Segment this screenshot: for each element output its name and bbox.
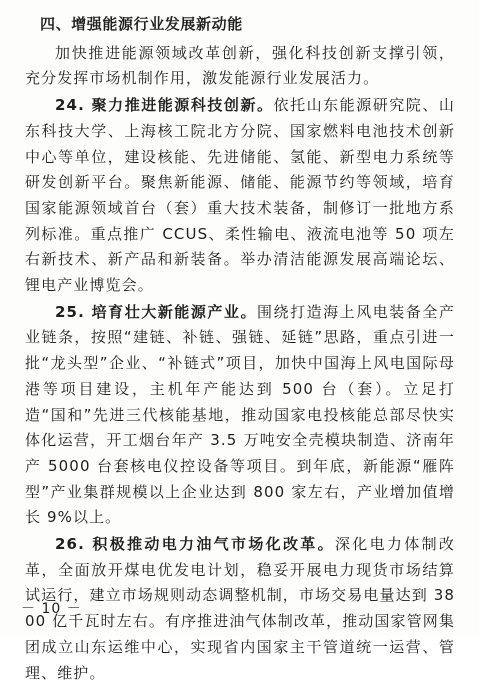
paragraph-text: 深化电力体制改革，全面放开煤电优发电计划，稳妥开展电力现货市场结算试运行，建立市场规则动态调整机制，市场交易电量达到 3800 亿千瓦时左右。有序推进油气体制改革，推动国家管网集团成立山东运维中心，实现省内国家主干管道统一运营、管理、维护。: [25, 535, 455, 682]
paragraph-lead: 24. 聚力推进能源科技创新。: [55, 96, 274, 115]
paragraph-lead: 25. 培育壮大新能源产业。: [55, 302, 257, 321]
page-number: － 10 －: [21, 601, 82, 617]
paragraph-26: [25, 532, 455, 686]
paragraph-25: [25, 300, 455, 531]
paragraph-lead: 26. 积极推动电力油气市场化改革。: [55, 535, 335, 554]
paragraph-24: [25, 93, 455, 299]
paragraph-text: 围绕打造海上风电装备全产业链条，按照“建链、补链、强链、延链”思路，重点引进一批“龙头型”企业、“补链式”项目，加快中国海上风电国际母港等项目建设，主机年产能达到 500 台（套）。立足打造“国和”先进三代核能基地，推动国家电投核能总部尽快实体化运营，开工烟台年产 3.5 万吨安全壳模块制造、济南年产 5000 台套核电仪控设备等项目。到年底，新能源“雁阵型”产业集群规模以上企业达到 800 家左右，产业增加值增长 9%以上。: [25, 302, 455, 527]
section-heading: 四、增强能源行业发展新动能: [40, 15, 243, 33]
intro-paragraph: [25, 41, 455, 92]
paragraph-text: 加快推进能源领域改革创新，强化科技创新支撑引领，充分发挥市场机制作用，激发能源行业发展活力。: [25, 43, 455, 88]
paragraph-text: 依托山东能源研究院、山东科技大学、上海核工院北方分院、国家燃料电池技术创新中心等单位，建设核能、先进储能、氢能、新型电力系统等研发创新平台。聚焦新能源、储能、能源节约等领域，培育国家能源领域首台（套）重大技术装备，制修订一批地方系列标准。重点推广 CCUS、柔性输电、液流电池等 50 项左右新技术、新产品和新装备。举办清洁能源发展高端论坛、锂电产业博览会。: [25, 96, 455, 295]
